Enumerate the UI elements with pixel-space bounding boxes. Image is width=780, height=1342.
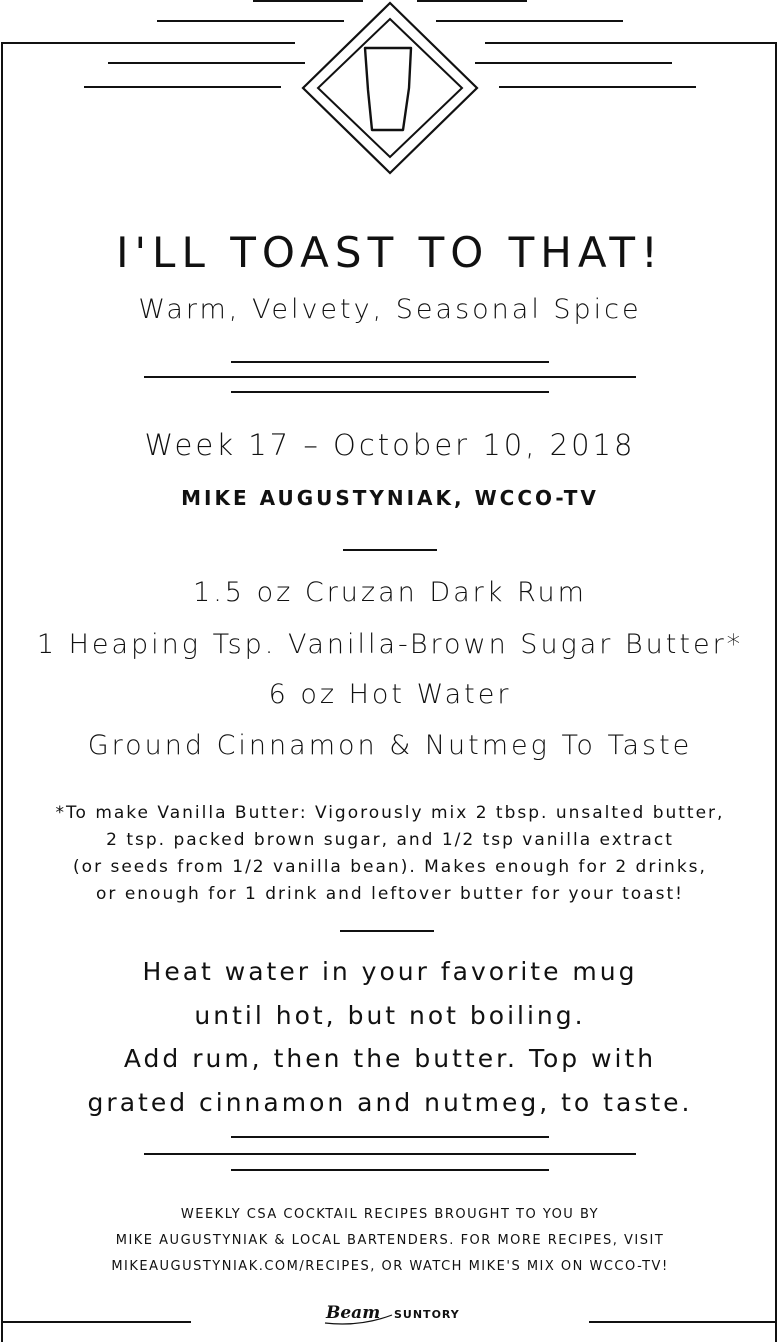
recipe-date: Week 17 – October 10, 2018 bbox=[144, 428, 636, 462]
ingredient-item: 1.5 oz Cruzan Dark Rum bbox=[193, 577, 587, 608]
note-line: (or seeds from 1/2 vanilla bean). Makes enough for 2 drinks, bbox=[73, 857, 707, 877]
instructions bbox=[0, 950, 780, 1124]
divider-line bbox=[231, 361, 549, 363]
divider-line bbox=[231, 1169, 549, 1171]
divider-line bbox=[144, 1153, 636, 1155]
page-title: I'LL TOAST TO THAT! bbox=[116, 228, 664, 277]
beam-suntory-logo bbox=[320, 1303, 460, 1325]
instruction-line: Add rum, then the butter. Top with bbox=[123, 1044, 657, 1073]
divider-line bbox=[231, 1136, 549, 1138]
instruction-line: until hot, but not boiling. bbox=[194, 1000, 586, 1030]
short-divider bbox=[340, 930, 434, 932]
divider-line bbox=[231, 391, 549, 393]
note-line: *To make Vanilla Butter: Vigorously mix 2 tbsp. unsalted butter, bbox=[55, 803, 725, 823]
logo-brand2: SUNTORY bbox=[394, 1308, 460, 1321]
deco-line bbox=[108, 62, 305, 64]
ingredient-item: 6 oz Hot Water bbox=[268, 679, 512, 710]
logo-brand: Beam bbox=[326, 1303, 381, 1323]
deco-line bbox=[475, 62, 672, 64]
ingredient-item: 1 Heaping Tsp. Vanilla-Brown Sugar Butter* bbox=[36, 629, 744, 660]
footer-line: MIKE AUGUSTYNIAK & LOCAL BARTENDERS. FOR MORE RECIPES, VISIT bbox=[115, 1233, 665, 1248]
short-divider bbox=[343, 549, 437, 551]
footer-line: MIKEAUGUSTYNIAK.COM/RECIPES, OR WATCH MIKE'S MIX ON WCCO-TV! bbox=[111, 1259, 669, 1274]
footer-line: WEEKLY CSA COCKTAIL RECIPES BROUGHT TO YOU BY bbox=[180, 1207, 600, 1222]
recipe-author: MIKE AUGUSTYNIAK, WCCO-TV bbox=[181, 486, 599, 510]
deco-line bbox=[84, 86, 281, 88]
instruction-line: grated cinnamon and nutmeg, to taste. bbox=[87, 1087, 693, 1117]
butter-note bbox=[0, 800, 780, 908]
footer-credits bbox=[0, 1202, 780, 1280]
divider-line bbox=[144, 376, 636, 378]
instruction-line: Heat water in your favorite mug bbox=[142, 957, 638, 986]
deco-line bbox=[499, 86, 696, 88]
page-subtitle: Warm, Velvety, Seasonal Spice bbox=[138, 294, 642, 325]
pint-glass-icon bbox=[295, 0, 485, 200]
note-line: or enough for 1 drink and leftover butter for your toast! bbox=[96, 884, 684, 904]
note-line: 2 tsp. packed brown sugar, and 1/2 tsp vanilla extract bbox=[106, 830, 674, 850]
ingredient-item: Ground Cinnamon & Nutmeg To Taste bbox=[87, 730, 693, 761]
frame-bottom-left bbox=[1, 1321, 191, 1323]
frame-bottom-right bbox=[589, 1321, 777, 1323]
